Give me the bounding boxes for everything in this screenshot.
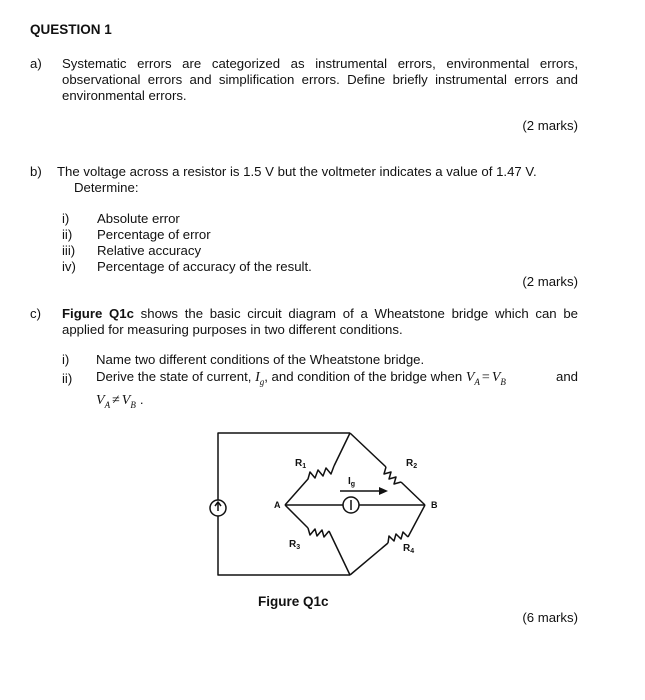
part-b-text: The voltage across a resistor is 1.5 V but the voltmeter indicates a value of 1.47 V. <box>57 164 537 179</box>
part-a-text: Systematic errors are categorized as instrumental errors, environmental errors, observational errors and simplification errors. Define briefly instrumental errors and environmental errors. <box>62 56 578 103</box>
figure-reference: Figure Q1c <box>62 306 134 321</box>
label-r4: $R_4$ <box>403 543 415 555</box>
part-c-item2-line1 <box>96 369 578 390</box>
part-c-body: shows the basic circuit diagram of a Wheatstone bridge which can be applied for measuring purposes in two different conditions. <box>62 306 578 337</box>
part-c-text <box>62 306 578 338</box>
label-b: B <box>431 500 438 510</box>
item2-text-end: and <box>555 369 578 384</box>
va-equals-vb: $V_A = V_B$ <box>465 370 506 387</box>
part-c-marks: (6 marks) <box>522 610 578 625</box>
part-b-item-num: iv) <box>62 259 76 274</box>
part-b-item-text: Percentage of accuracy of the result. <box>97 259 312 274</box>
item2-text-pre: Derive the state of current, <box>96 369 256 384</box>
va-not-equal-vb: $V_A \ne V_B$ . <box>96 392 144 410</box>
part-b-label: b) <box>30 164 42 179</box>
label-r1: $R_1$ <box>295 458 307 470</box>
part-c-item2-num: ii) <box>62 371 73 386</box>
ig-symbol: $I_g$ <box>255 370 265 387</box>
part-c-item1-num: i) <box>62 352 70 367</box>
label-r3: $R_3$ <box>289 539 301 551</box>
label-r2: $R_2$ <box>406 458 418 470</box>
label-a: A <box>274 500 281 510</box>
part-a-label: a) <box>30 56 42 71</box>
item2-text-mid: , and condition of the bridge when <box>264 369 466 384</box>
bridge-diamond <box>200 425 460 590</box>
part-b-item-text: Percentage of error <box>97 227 211 242</box>
question-title: QUESTION 1 <box>30 22 112 37</box>
part-b-marks: (2 marks) <box>522 274 578 289</box>
label-ig: $I_g$ <box>348 476 356 488</box>
figure-caption: Figure Q1c <box>258 594 329 609</box>
part-b-item-num: i) <box>62 211 70 226</box>
part-c-item1-text: Name two different conditions of the Wheatstone bridge. <box>96 352 425 367</box>
part-b-determine: Determine: <box>74 180 139 195</box>
part-b-item-num: iii) <box>62 243 76 258</box>
part-a-marks: (2 marks) <box>522 118 578 133</box>
part-b-item-text: Absolute error <box>97 211 180 226</box>
part-b-item-text: Relative accuracy <box>97 243 202 258</box>
part-b-item-num: ii) <box>62 227 73 242</box>
part-c-label: c) <box>30 306 41 321</box>
